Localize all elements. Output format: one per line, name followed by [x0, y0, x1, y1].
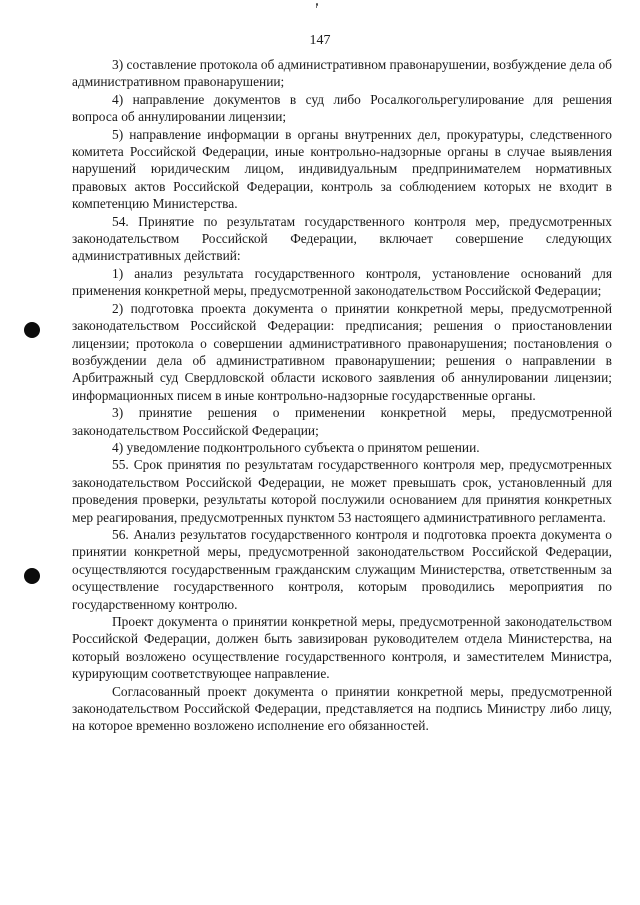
punch-hole: [24, 322, 40, 338]
punch-hole: [24, 568, 40, 584]
list-item-5: 5) направление информации в органы внутренних дел, прокуратуры, следственного комитета Российской Федерации, иные контрольно-надзорные органы в случае выявления нарушений юридическим лицом, индивидуальным предпринимателем нормативных правовых актов Российской Федерации, контроль за соблюдением которых не входит в компетенцию Министерства.: [72, 126, 612, 212]
clause-54: 54. Принятие по результатам государственного контроля мер, предусмотренных законодательством Российской Федерации, включает совершение следующих административных действий:: [72, 213, 612, 264]
clause-56: 56. Анализ результатов государственного контроля и подготовка проекта документа о принятии конкретной меры, предусмотренной законодательством Российской Федерации, осуществляются государственным гражданским служащим Министерства, ответственным за осуществление государственного контроля, которым проводились мероприятия по государственному контролю.: [72, 526, 612, 612]
document-body: [72, 56, 612, 735]
page-number: 147: [309, 33, 331, 48]
paragraph-project-approval: Проект документа о принятии конкретной меры, предусмотренной законодательством Российской Федерации, должен быть завизирован руководителем отдела Министерства, на который возложено осуществление государственного контроля, и заместителем Министра, курирующим соответствующее направление.: [72, 614, 612, 682]
clause-54-item-1: 1) анализ результата государственного контроля, установление оснований для применения конкретной меры, предусмотренной законодательством Российской Федерации;: [72, 265, 612, 299]
clause-54-item-4: 4) уведомление подконтрольного субъекта о принятом решении.: [112, 439, 480, 455]
scan-speck: [316, 6, 317, 8]
clause-54-item-2: 2) подготовка проекта документа о принятии конкретной меры, предусмотренной законодательством Российской Федерации: предписания; решения о приостановлении лицензии; протокола о совершении административного правонарушения; постановления о возбуждении дела об административном правонарушении; решения о направлении в Арбитражный суд Свердловской области искового заявления об аннулировании лицензии; информационных писем в иные контрольно-надзорные государственные органы.: [72, 300, 612, 403]
clause-55: 55. Срок принятия по результатам государственного контроля мер, предусмотренных законодательством Российской Федерации, не может превышать срок, установленный для проведения проверки, результаты которой послужили основанием для принятия конкретных мер реагирования, предусмотренных пунктом 53 настоящего административного регламента.: [72, 457, 612, 525]
paragraph-signature: Согласованный проект документа о принятии конкретной меры, предусмотренной законодательством Российской Федерации, представляется на подпись Министру либо лицу, на которое временно возложено исполнение его обязанностей.: [72, 683, 612, 734]
list-item-3: 3) составление протокола об административном правонарушении, возбуждение дела об административном правонарушении;: [72, 57, 612, 90]
list-item-4: 4) направление документов в суд либо Росалкогольрегулирование для решения вопроса об аннулировании лицензии;: [72, 91, 612, 125]
clause-54-item-3: 3) принятие решения о применении конкретной меры, предусмотренной законодательством Российской Федерации;: [72, 405, 612, 438]
